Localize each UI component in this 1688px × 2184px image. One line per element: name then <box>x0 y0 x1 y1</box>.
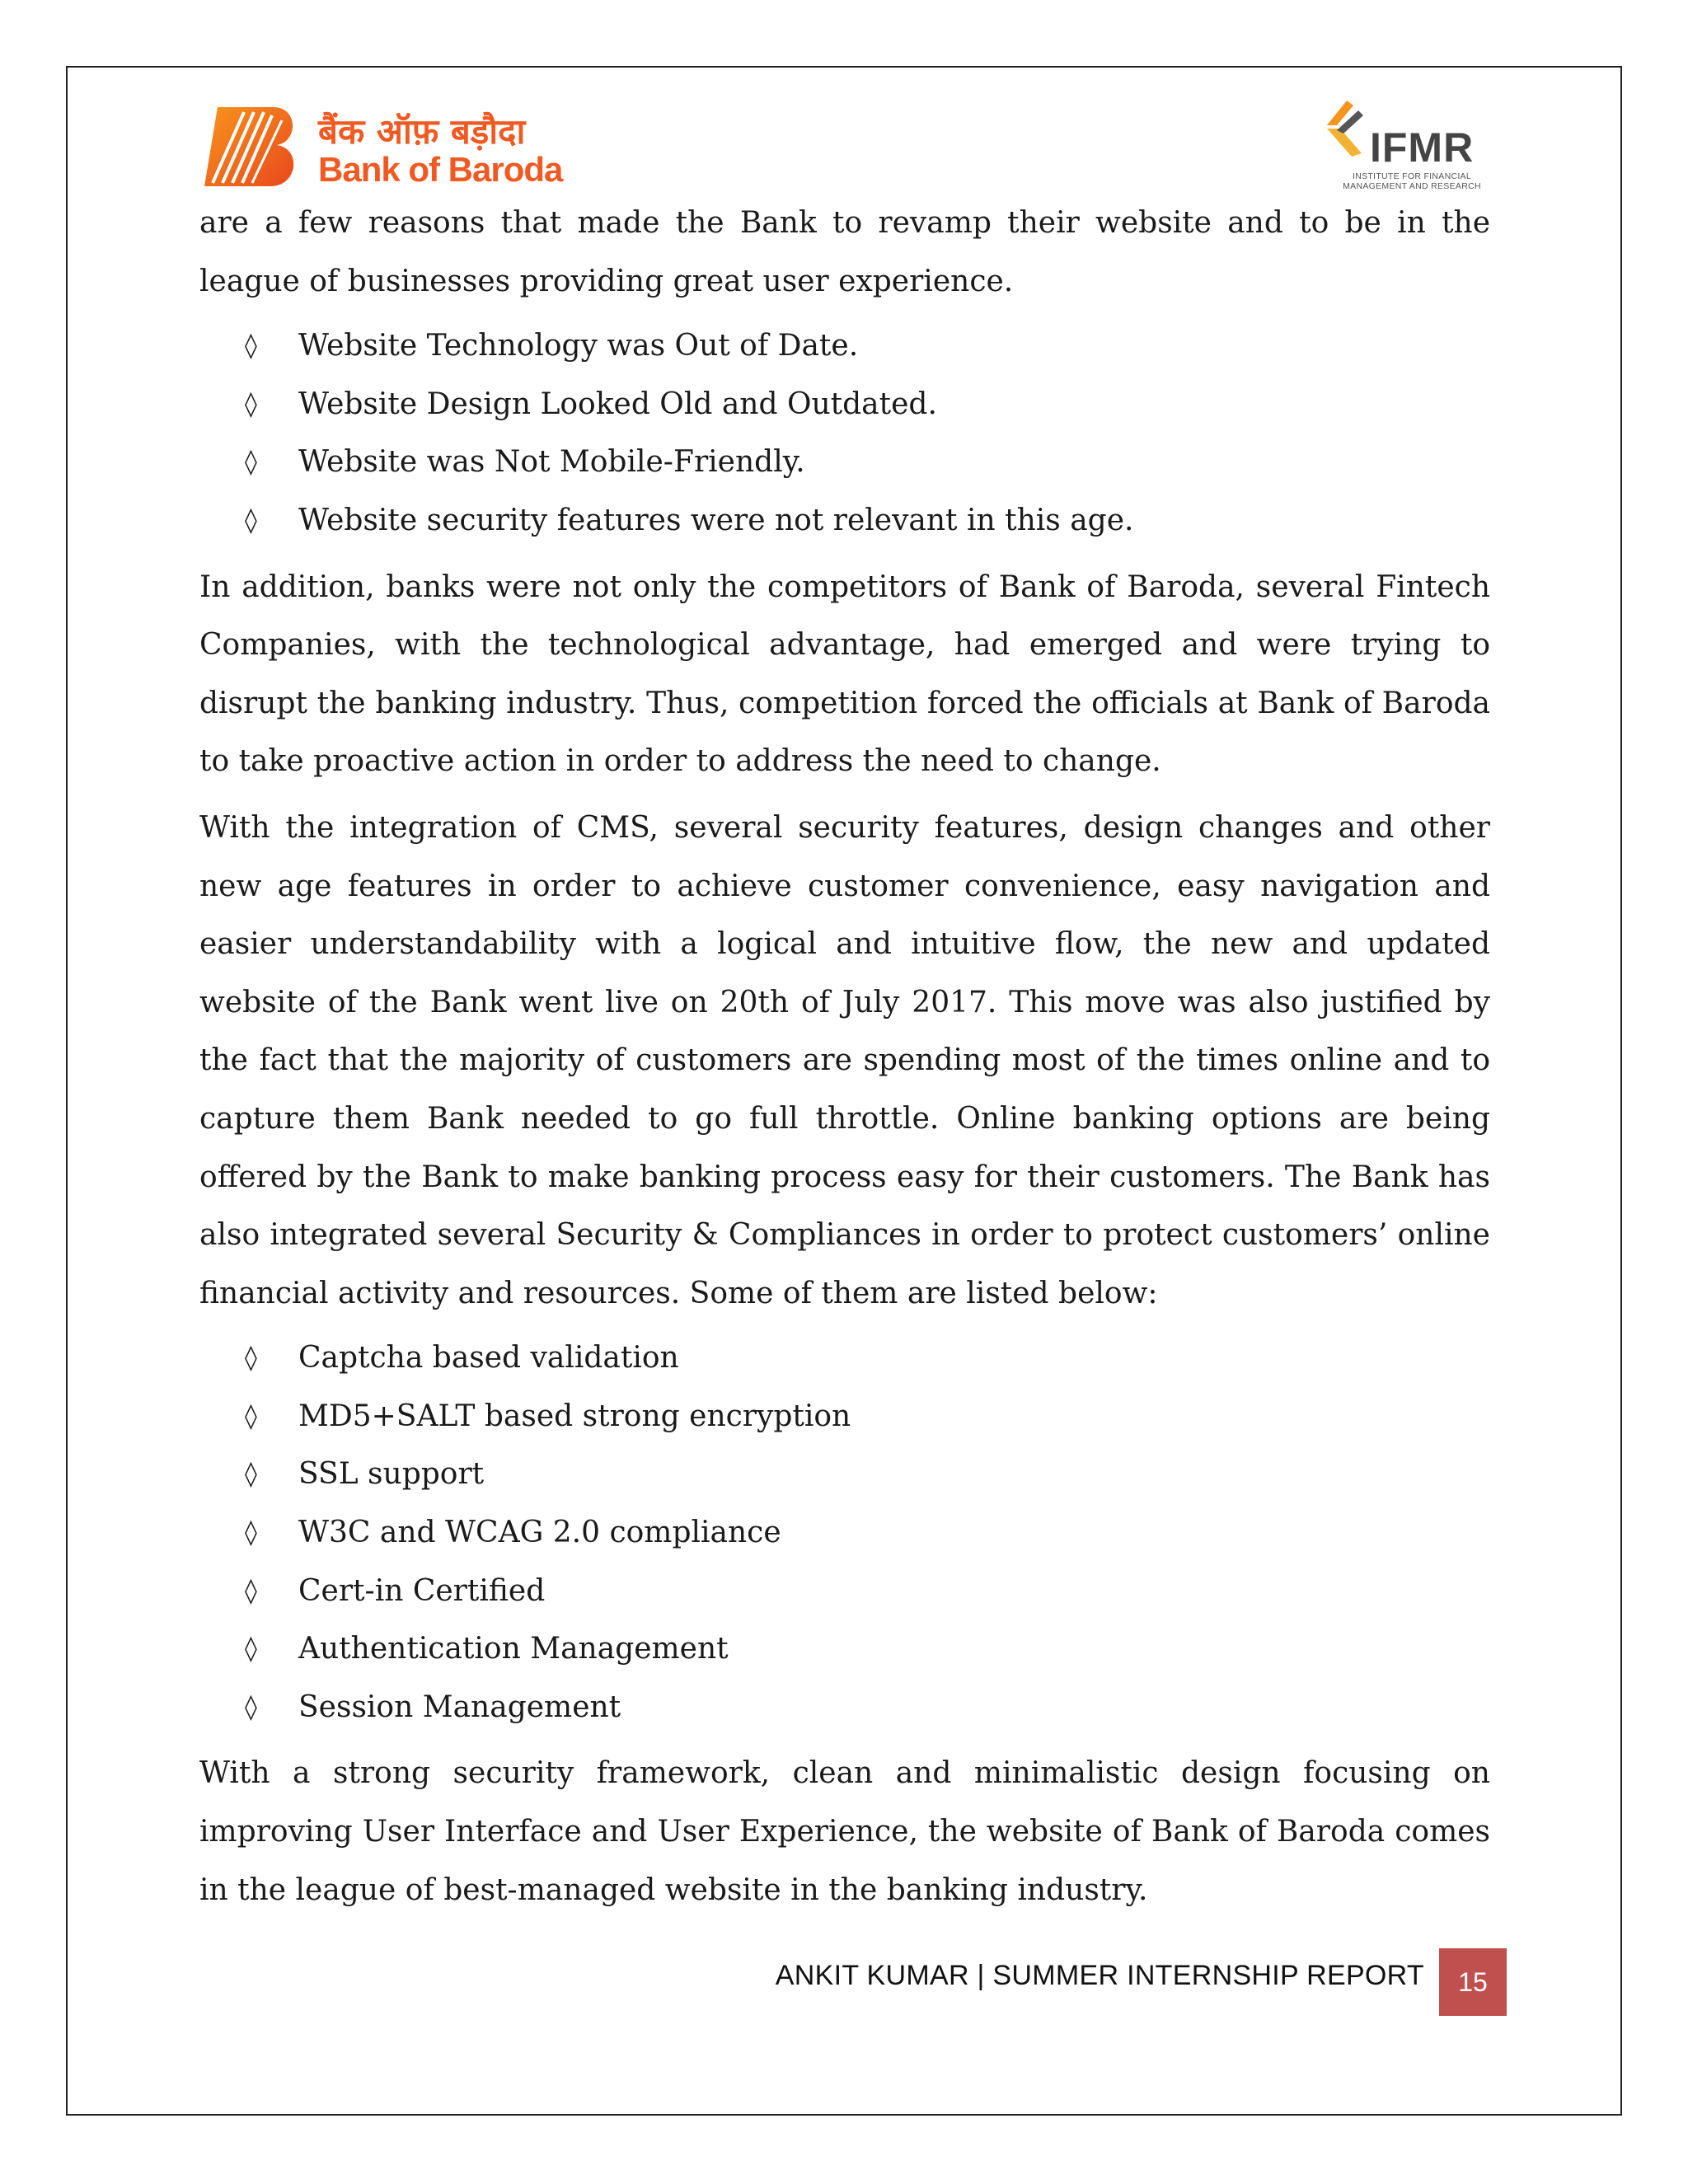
page-number-badge: 15 <box>1439 1948 1507 2016</box>
diamond-bullet-icon: ◊ <box>245 1576 257 1605</box>
list-item-text: Session Management <box>298 1690 621 1724</box>
paragraph-conclusion: With a strong security framework, clean and minimalistic design focusing on improving User Interface and User Experience, the website of Bank of Baroda comes in the league of best-managed website in the banking industry. <box>199 1756 1490 1907</box>
list-item <box>199 492 1490 551</box>
ifmr-subtitle-line-2: MANAGEMENT AND RESEARCH <box>1343 181 1481 191</box>
security-features-list <box>199 1329 1490 1736</box>
list-item-text: Website Design Looked Old and Outdated. <box>298 387 937 421</box>
list-item-text: MD5+SALT based strong encryption <box>298 1399 851 1433</box>
bank-logo-english: Bank of Baroda <box>318 150 563 189</box>
list-item-text: Website was Not Mobile-Friendly. <box>298 445 805 480</box>
diamond-bullet-icon: ◊ <box>245 1343 257 1373</box>
bank-of-baroda-logo <box>201 104 563 194</box>
footer-report-label: ANKIT KUMAR | SUMMER INTERNSHIP REPORT <box>775 1960 1424 1991</box>
diamond-bullet-icon: ◊ <box>245 505 257 535</box>
paragraph-intro: are a few reasons that made the Bank to revamp their website and to be in the league of businesses providing great user experience. <box>199 206 1490 298</box>
ifmr-logo-text: IFMR <box>1370 124 1475 171</box>
list-item <box>199 1388 1490 1446</box>
bank-of-baroda-mark-icon <box>201 104 300 190</box>
diamond-bullet-icon: ◊ <box>245 331 257 361</box>
diamond-bullet-icon: ◊ <box>245 1460 257 1489</box>
list-item-text: W3C and WCAG 2.0 compliance <box>298 1516 781 1550</box>
paragraph-competition: In addition, banks were not only the competitors of Bank of Baroda, several Fintech Companies, with the technological advantage, had emerged and were trying to disrupt the banking industry. Thus, competition forced the officials at Bank of Baroda to take proactive action in order to address the need to change. <box>199 569 1490 779</box>
paragraph-integration: With the integration of CMS, several security features, design changes and other new age features in order to achieve customer convenience, easy navigation and easier understandability with a logical and intuitive flow, the new and updated website of the Bank went live on 20th of July 2017. This move was also justified by the fact that the majority of customers are spending most of the times online and to capture them Bank needed to go full throttle. Online banking options are being offered by the Bank to make banking process easy for their customers. The Bank has also integrated several Security & Compliances in order to protect customers’ online financial activity and resources. Some of them are listed below: <box>199 810 1490 1310</box>
list-item-text: Website Technology was Out of Date. <box>298 329 859 363</box>
ifmr-subtitle-line-1: INSTITUTE FOR FINANCIAL <box>1353 171 1471 181</box>
list-item <box>199 317 1490 376</box>
list-item <box>199 1329 1490 1388</box>
website-issues-list <box>199 317 1490 550</box>
page-content <box>199 194 1490 1919</box>
diamond-bullet-icon: ◊ <box>245 1634 257 1664</box>
list-item-text: Authentication Management <box>298 1632 729 1666</box>
diamond-bullet-icon: ◊ <box>245 1692 257 1722</box>
list-item <box>199 1620 1490 1679</box>
list-item <box>199 434 1490 492</box>
list-item-text: Website security features were not relevant in this age. <box>298 503 1134 537</box>
bank-logo-hindi: बैंक ऑफ़ बड़ौदा <box>318 111 526 152</box>
diamond-bullet-icon: ◊ <box>245 448 257 477</box>
diamond-bullet-icon: ◊ <box>245 1518 257 1548</box>
diamond-bullet-icon: ◊ <box>245 1401 257 1431</box>
list-item <box>199 1446 1490 1504</box>
list-item <box>199 1679 1490 1737</box>
list-item <box>199 1563 1490 1621</box>
ifmr-logo <box>1319 96 1492 198</box>
diamond-bullet-icon: ◊ <box>245 389 257 419</box>
list-item-text: Captcha based validation <box>298 1341 679 1376</box>
list-item <box>199 376 1490 434</box>
list-item <box>199 1504 1490 1563</box>
ifmr-logo-subtitle <box>1334 171 1490 191</box>
list-item-text: SSL support <box>298 1457 485 1492</box>
list-item-text: Cert-in Certified <box>298 1573 546 1608</box>
